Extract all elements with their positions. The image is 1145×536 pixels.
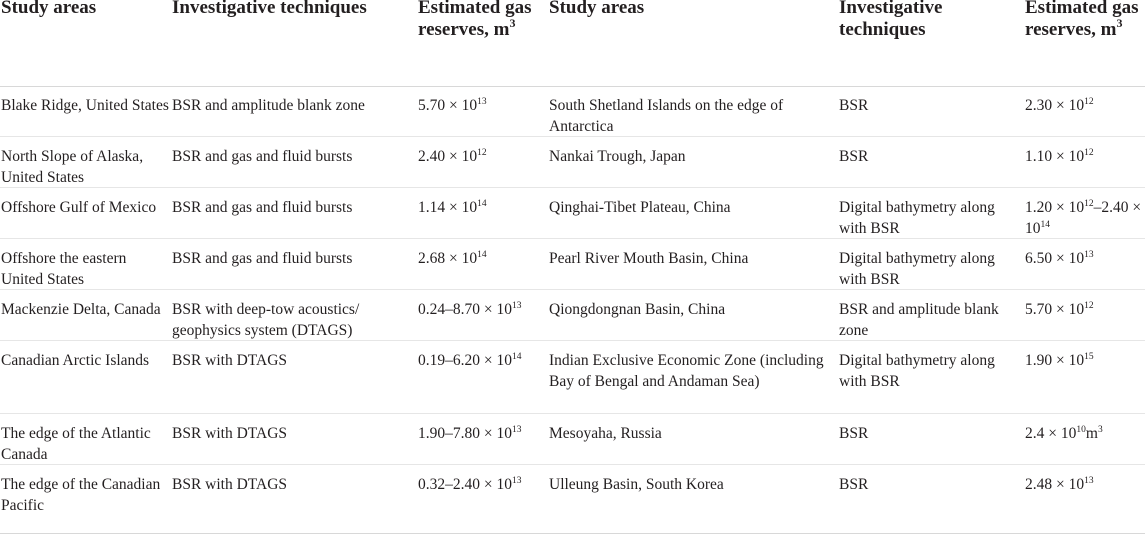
reserve-exponent: 12 (1084, 199, 1094, 209)
reserve-exponent: 13 (477, 97, 487, 107)
study-area-cell: South Shetland Islands on the edge of Antarctica (549, 97, 784, 135)
technique-cell: BSR (839, 476, 869, 493)
table-row (0, 465, 1145, 534)
reserve-exponent: 12 (1084, 148, 1094, 158)
table-row (0, 188, 1145, 239)
technique-cell: BSR (839, 97, 869, 114)
technique-cell: BSR and gas and fluid bursts (172, 250, 353, 267)
reserve-mantissa: 2.30 × 10 (1025, 97, 1085, 114)
table-row (0, 290, 1145, 341)
reserve-cell (418, 474, 550, 495)
reserve-mantissa: 0.19–6.20 × 10 (418, 352, 512, 369)
header-techniques-right: Investigative techniques (839, 0, 943, 40)
reserve-exponent: 13 (512, 301, 522, 311)
study-area-cell: Offshore the eastern United States (1, 250, 127, 288)
table-row (0, 341, 1145, 414)
reserve-mantissa: 1.90–7.80 × 10 (418, 425, 512, 442)
technique-cell: BSR with DTAGS (172, 352, 288, 369)
reserve-mantissa: 6.50 × 10 (1025, 250, 1085, 267)
study-area-cell: Mesoyaha, Russia (549, 425, 662, 442)
reserve-unit-exponent: 3 (1097, 425, 1103, 435)
reserve-mantissa: 1.90 × 10 (1025, 352, 1085, 369)
reserve-exponent: 13 (512, 476, 522, 486)
reserve-cell (418, 423, 550, 444)
technique-cell: Digital bathymetry along with BSR (839, 352, 995, 390)
reserve-exponent: 12 (1084, 97, 1094, 107)
table-row (0, 239, 1145, 290)
study-area-cell: The edge of the Atlantic Canada (1, 425, 151, 463)
reserve-mantissa: 2.48 × 10 (1025, 476, 1085, 493)
reserve-exponent: 13 (1084, 476, 1094, 486)
technique-cell: Digital bathymetry along with BSR (839, 199, 995, 237)
reserve-cell (1025, 350, 1145, 371)
technique-cell: BSR with DTAGS (172, 425, 288, 442)
table-row (0, 137, 1145, 188)
reserve-exponent: 13 (512, 425, 522, 435)
technique-cell: BSR and amplitude blank zone (839, 301, 999, 339)
reserve-exponent: 12 (477, 148, 487, 158)
reserve-mantissa: 1.20 × 10 (1025, 199, 1085, 216)
reserve-cell (418, 146, 550, 167)
technique-cell: BSR (839, 148, 869, 165)
reserve-mantissa: 1.10 × 10 (1025, 148, 1085, 165)
reserve-mantissa: 0.24–8.70 × 10 (418, 301, 512, 318)
header-study-areas-right: Study areas (549, 0, 645, 18)
reserve-cell (418, 299, 550, 320)
study-area-cell: Nankai Trough, Japan (549, 148, 686, 165)
study-area-cell: Mackenzie Delta, Canada (1, 301, 161, 318)
study-area-cell: Ulleung Basin, South Korea (549, 476, 724, 493)
header-study-areas-left: Study areas (1, 0, 97, 18)
study-area-cell: North Slope of Alaska, United States (1, 148, 144, 186)
technique-cell: BSR with deep-tow acoustics/ geophysics system (DTAGS) (172, 301, 360, 339)
reserve-mantissa: 2.68 × 10 (418, 250, 478, 267)
study-area-cell: Qiongdongnan Basin, China (549, 301, 726, 318)
technique-cell: BSR (839, 425, 869, 442)
reserve-exponent: 13 (1084, 250, 1094, 260)
study-area-cell: The edge of the Canadian Pacific (1, 476, 161, 514)
header-reserves-exp: 3 (1116, 16, 1123, 30)
reserve-mantissa: 2.4 × 10 (1025, 425, 1077, 442)
table-row (0, 86, 1145, 137)
reserve-exponent: 14 (512, 352, 522, 362)
reserve-cell (1025, 423, 1145, 444)
study-area-cell: Canadian Arctic Islands (1, 352, 150, 369)
reserve-mantissa: 1.14 × 10 (418, 199, 478, 216)
study-area-cell: Indian Exclusive Economic Zone (including Bay of Bengal and Andaman Sea) (549, 352, 824, 390)
header-techniques-left: Investigative techniques (172, 0, 367, 18)
reserve-exponent: 10 (1076, 425, 1086, 435)
reserve-exponent: 15 (1084, 352, 1094, 362)
study-area-cell: Blake Ridge, United States (1, 97, 169, 114)
reserve-mantissa: 2.40 × 10 (418, 148, 478, 165)
table-header (0, 0, 1145, 87)
reserve-unit: m (1085, 425, 1098, 442)
reserve-cell (1025, 197, 1145, 239)
reserve-mantissa-2: –2.40 × 10 (1025, 199, 1142, 237)
reserve-exponent: 12 (1084, 301, 1094, 311)
header-reserves-text: Estimated gas reserves, m (1025, 0, 1139, 40)
reserve-cell (418, 350, 550, 371)
reserve-cell (1025, 299, 1145, 320)
reserve-cell (418, 95, 550, 116)
table-row (0, 414, 1145, 465)
study-area-cell: Qinghai-Tibet Plateau, China (549, 199, 731, 216)
reserve-mantissa: 5.70 × 10 (418, 97, 478, 114)
reserve-cell (418, 197, 550, 218)
reserve-mantissa: 5.70 × 10 (1025, 301, 1085, 318)
reserve-exponent: 14 (477, 250, 487, 260)
header-reserves-text: Estimated gas reserves, m (418, 0, 532, 40)
reserve-cell (418, 248, 550, 269)
header-reserves-exp: 3 (509, 16, 516, 30)
header-reserves-right (1025, 0, 1145, 41)
technique-cell: BSR and gas and fluid bursts (172, 199, 353, 216)
technique-cell: BSR with DTAGS (172, 476, 288, 493)
reserve-cell (1025, 248, 1145, 269)
study-area-cell: Pearl River Mouth Basin, China (549, 250, 749, 267)
reserve-cell (1025, 95, 1145, 116)
technique-cell: BSR and amplitude blank zone (172, 97, 365, 114)
header-reserves-left (418, 0, 550, 41)
study-area-cell: Offshore Gulf of Mexico (1, 199, 157, 216)
reserve-mantissa: 0.32–2.40 × 10 (418, 476, 512, 493)
technique-cell: Digital bathymetry along with BSR (839, 250, 995, 288)
reserve-exponent: 14 (477, 199, 487, 209)
technique-cell: BSR and gas and fluid bursts (172, 148, 353, 165)
reserve-cell (1025, 474, 1145, 495)
reserve-exponent-2: 14 (1040, 220, 1050, 230)
reserve-cell (1025, 146, 1145, 167)
